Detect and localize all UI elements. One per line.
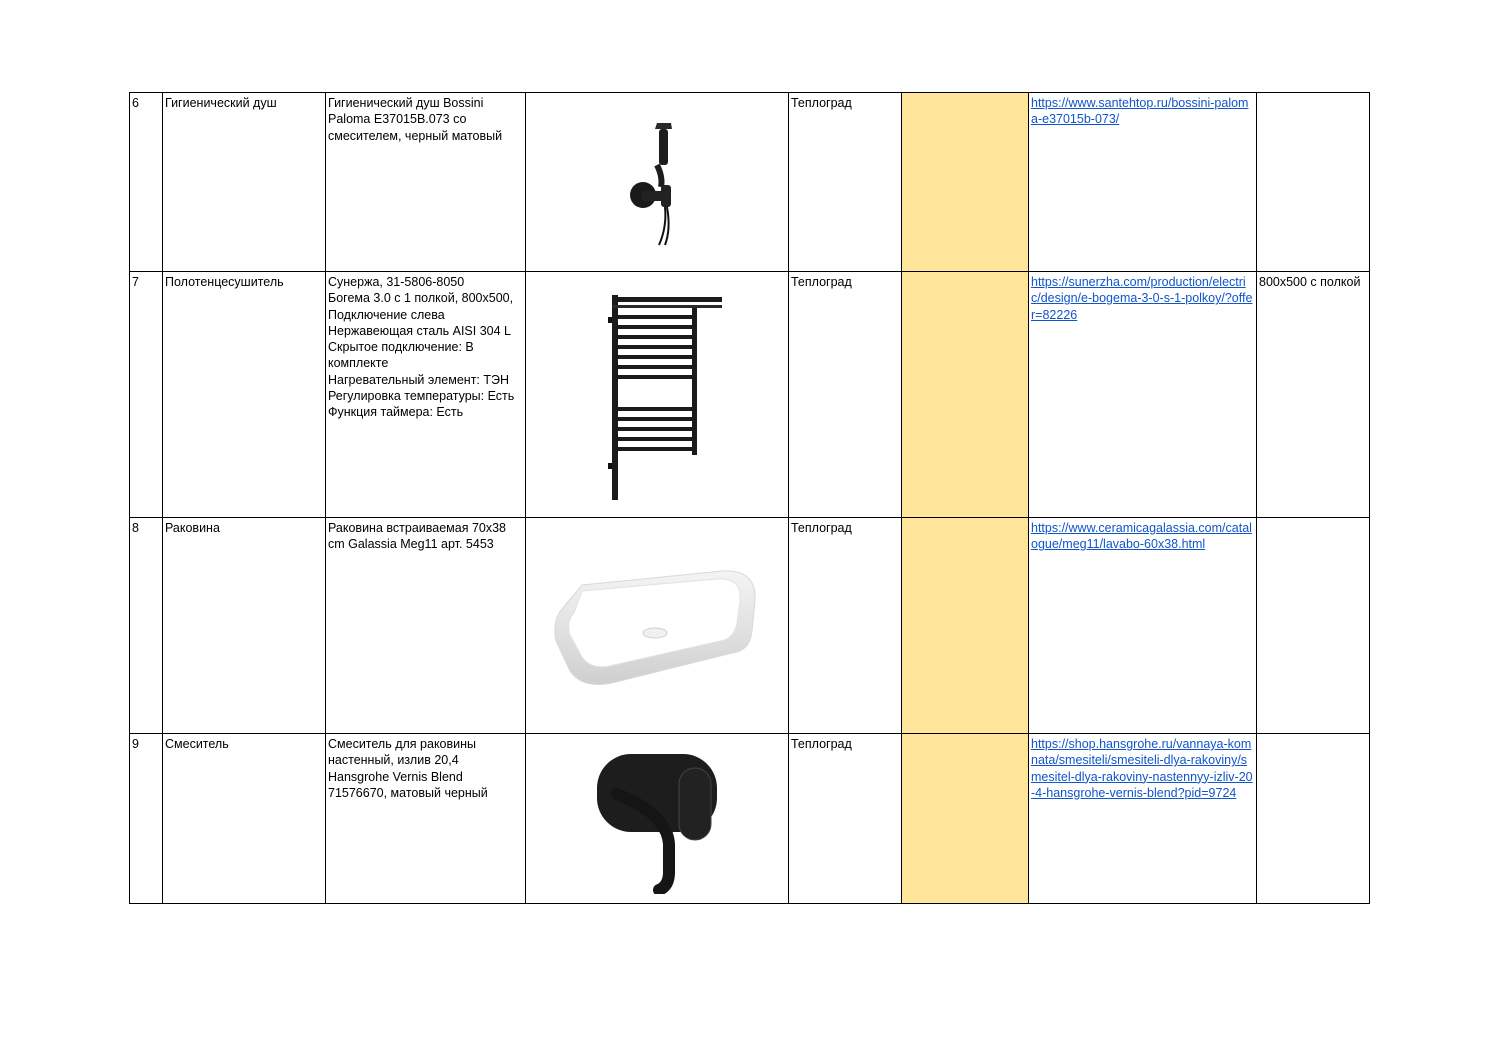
note	[1257, 93, 1370, 272]
product-image-cell	[526, 272, 789, 518]
item-description: Гигиенический душ Bossini Paloma E37015B.073 со смесителем, черный матовый	[326, 93, 526, 272]
product-link-cell	[1029, 93, 1257, 272]
product-image-cell	[526, 734, 789, 904]
product-image-cell	[526, 93, 789, 272]
table-row	[130, 734, 1370, 904]
towel-rail-icon	[592, 287, 722, 502]
product-image-cell	[526, 518, 789, 734]
supplier: Теплоград	[789, 518, 902, 734]
product-link[interactable]: https://www.ceramicagalassia.com/catalogue/meg11/lavabo-60x38.html	[1031, 521, 1252, 552]
product-link[interactable]: https://shop.hansgrohe.ru/vannaya-komnata/smesiteli/smesiteli-dlya-rakoviny/smesitel-dlya-rakoviny-nastennyy-izliv-20-4-hansgrohe-vernis-blend?pid=9724	[1031, 737, 1253, 800]
item-description: Сунержа, 31-5806-8050 Богема 3.0 с 1 полкой, 800x500, Подключение слева Нержавеющая сталь AISI 304 L Скрытое подключение: В комплекте Нагревательный элемент: ТЭН Регулировка температуры: Есть Функция таймера: Есть	[326, 272, 526, 518]
note	[1257, 518, 1370, 734]
table-row	[130, 93, 1370, 272]
product-link-cell	[1029, 734, 1257, 904]
item-name: Смеситель	[163, 734, 326, 904]
price-cell	[902, 93, 1029, 272]
row-number: 7	[130, 272, 163, 518]
supplier: Теплоград	[789, 734, 902, 904]
item-name: Полотенцесушитель	[163, 272, 326, 518]
price-cell	[902, 272, 1029, 518]
item-description: Раковина встраиваемая 70x38 cm Galassia Meg11 арт. 5453	[326, 518, 526, 734]
product-link-cell	[1029, 518, 1257, 734]
faucet-icon	[587, 744, 727, 894]
product-link[interactable]: https://sunerzha.com/production/electric/design/e-bogema-3-0-s-1-polkoy/?offer=82226	[1031, 275, 1253, 322]
supplier: Теплоград	[789, 93, 902, 272]
note: 800х500 с полкой	[1257, 272, 1370, 518]
row-number: 9	[130, 734, 163, 904]
product-table	[129, 92, 1370, 904]
hygienic-shower-icon	[597, 117, 717, 247]
item-description: Смеситель для раковины настенный, излив 20,4 Hansgrohe Vernis Blend 71576670, матовый черный	[326, 734, 526, 904]
product-link-cell	[1029, 272, 1257, 518]
product-link[interactable]: https://www.santehtop.ru/bossini-paloma-e37015b-073/	[1031, 96, 1249, 127]
supplier: Теплоград	[789, 272, 902, 518]
table-row	[130, 272, 1370, 518]
price-cell	[902, 518, 1029, 734]
note	[1257, 734, 1370, 904]
row-number: 6	[130, 93, 163, 272]
row-number: 8	[130, 518, 163, 734]
price-cell	[902, 734, 1029, 904]
item-name: Раковина	[163, 518, 326, 734]
item-name: Гигиенический душ	[163, 93, 326, 272]
sink-icon	[552, 561, 762, 691]
table-row	[130, 518, 1370, 734]
